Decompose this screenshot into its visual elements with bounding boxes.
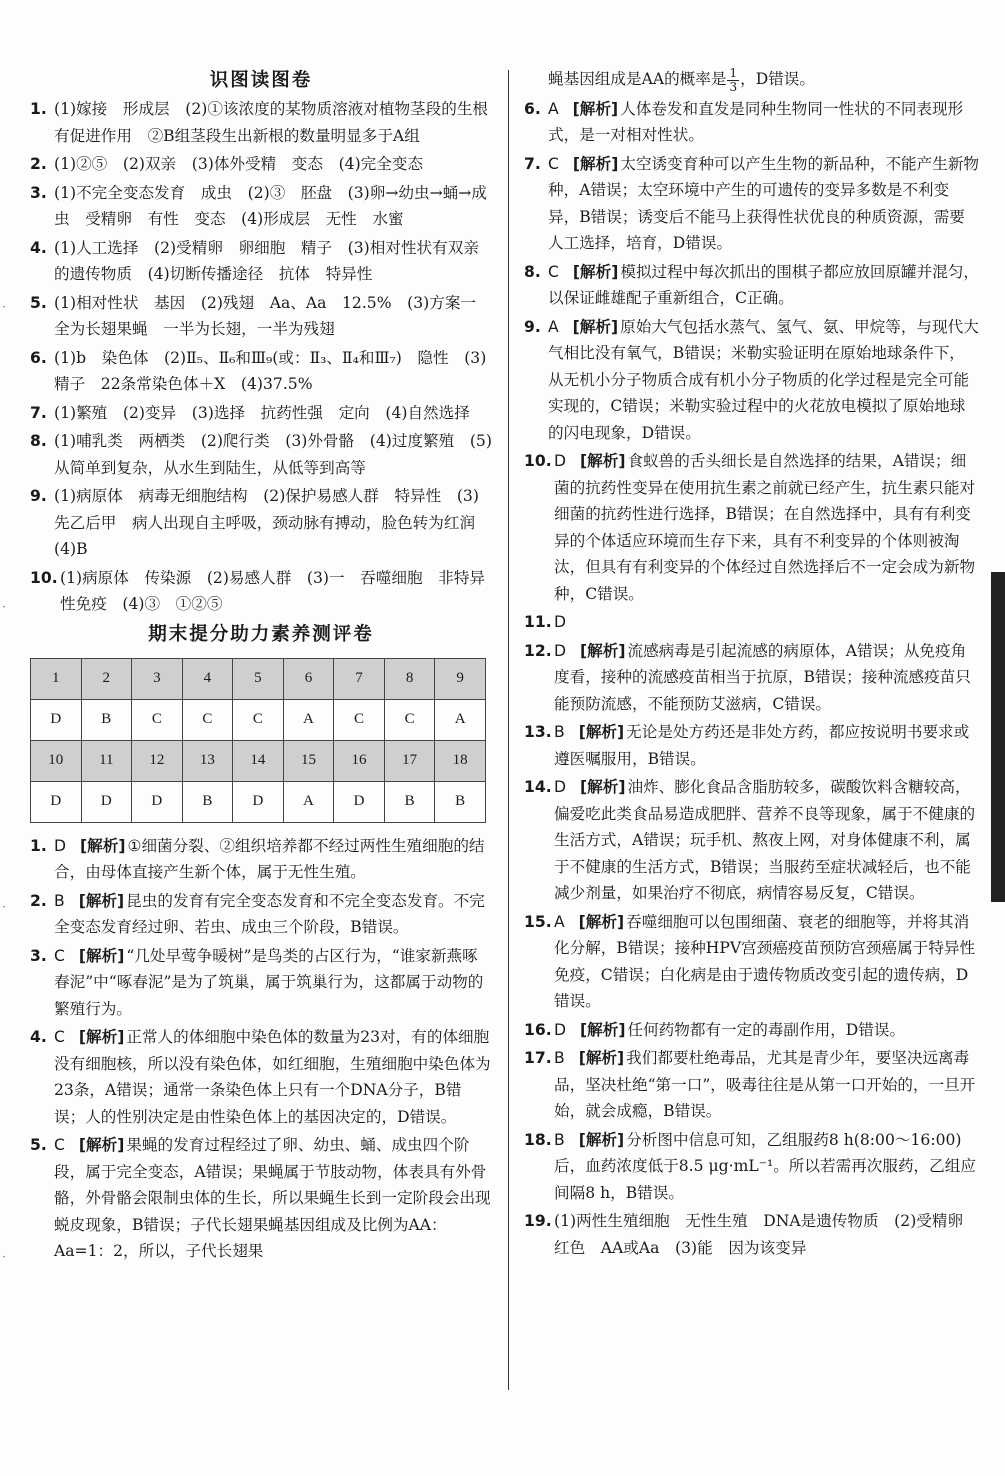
answer-item xyxy=(30,1024,492,1130)
item-number: 4. xyxy=(30,238,47,257)
answer-cell: A xyxy=(435,699,486,740)
right-column xyxy=(524,66,980,1263)
analysis-tag: [解析] xyxy=(578,912,625,931)
answer-choice: A xyxy=(548,317,559,336)
answer-cell: D xyxy=(132,781,183,822)
left-column xyxy=(30,66,492,1267)
question-number-cell: 14 xyxy=(233,740,284,781)
answer-item xyxy=(30,96,492,149)
analysis-tag: [解析] xyxy=(80,836,126,855)
answer-text: 人体卷发和直发是同种生物同一性状的不同表现形式，是一对相对性状。 xyxy=(548,99,964,144)
answer-cell: C xyxy=(182,699,233,740)
item-number: 3. xyxy=(30,183,47,202)
question-number-cell: 13 xyxy=(182,740,233,781)
answer-cell: C xyxy=(384,699,435,740)
question-number-cell: 3 xyxy=(132,658,183,699)
answer-text: 油炸、膨化食品含脂肪较多，碳酸饮料含糖较高，偏爱吃此类食品易造成肥胖、营养不良等现象，属于不健康的生活方式，A错误；玩手机、熬夜上网，对身体健康不利，属于不健康的生活方式，B错误；当服药至症状减轻后，也不能减少剂量，如果治疗不彻底，病情容易反复，C错误。 xyxy=(554,778,976,902)
question-number-cell: 5 xyxy=(233,658,284,699)
item-number: 18. xyxy=(524,1130,552,1149)
analysis-tag: [解析] xyxy=(572,262,619,281)
answer-text: 正常人的体细胞中染色体的数量为23对，有的体细胞没有细胞核，所以没有染色体，如红细胞，生殖细胞中染色体为23条，A错误；通常一条染色体上只有一个DNA分子，B错误；人的性别决定是由性染色体上的基因决定的，D错误。 xyxy=(54,1028,491,1126)
item-number: 11. xyxy=(524,613,552,631)
item-number: 9. xyxy=(30,487,47,505)
analysis-tag: [解析] xyxy=(572,99,619,118)
answer-item xyxy=(30,888,492,941)
answer-choice: C xyxy=(54,1028,65,1046)
answer-item xyxy=(30,428,492,481)
question-number-cell: 7 xyxy=(334,658,385,699)
answer-item xyxy=(524,314,980,447)
question-number-cell: 16 xyxy=(334,740,385,781)
answer-cell: C xyxy=(334,699,385,740)
answer-choice: C xyxy=(54,946,65,965)
answer-choice: A xyxy=(554,912,565,931)
answer-text: (1)不完全变态发育 成虫 (2)③ 胚盘 (3)卵→幼虫→蛹→成虫 受精卵 有性 变态 (4)形成层 无性 水蜜 xyxy=(54,183,487,228)
answer-cell: D xyxy=(31,699,82,740)
question-number-cell: 11 xyxy=(81,740,132,781)
item-number: 14. xyxy=(524,778,552,796)
answer-choice: B xyxy=(554,723,565,741)
answer-cell: D xyxy=(334,781,385,822)
answer-item xyxy=(524,719,980,772)
answer-cell: B xyxy=(81,699,132,740)
question-number-cell: 6 xyxy=(283,658,334,699)
item-number: 16. xyxy=(524,1020,552,1039)
answer-choice: B xyxy=(554,1049,565,1067)
answer-cell: D xyxy=(81,781,132,822)
answer-item xyxy=(524,609,980,636)
item-number: 17. xyxy=(524,1049,552,1067)
answer-item xyxy=(30,400,492,427)
answer-text: 无论是处方药还是非处方药，都应按说明书要求或遵医嘱服用，B错误。 xyxy=(554,723,970,768)
question-number-cell: 10 xyxy=(31,740,82,781)
answer-cell: B xyxy=(182,781,233,822)
answer-text: (1)人工选择 (2)受精卵 卵细胞 精子 (3)相对性状有双亲的遗传物质 (4)切断传播途径 抗体 特异性 xyxy=(54,238,479,283)
continued-text: 蝇基因组成是AA的概率是 xyxy=(548,70,727,88)
answer-choice: D xyxy=(554,778,567,796)
continued-explanation-5 xyxy=(524,66,980,94)
answer-text: 流感病毒是引起流感的病原体，A错误；从免疫角度看，接种的流感疫苗相当于抗原，B错误；接种流感疫苗只能预防流感，不能预防艾滋病，C错误。 xyxy=(554,641,971,713)
continued-text-end: ，D错误。 xyxy=(740,70,815,88)
answer-text: 我们都要杜绝毒品，尤其是青少年，要坚决远离毒品，坚决杜绝“第一口”，吸毒往往是从第一口开始的，一旦开始，就会成瘾，B错误。 xyxy=(554,1049,976,1120)
gutter-mark: · xyxy=(2,600,6,614)
answer-text: 模拟过程中每次抓出的围棋子都应放回原罐并混匀，以保证雌雄配子重新组合，C正确。 xyxy=(548,262,980,307)
answer-item xyxy=(524,151,980,257)
table-row xyxy=(31,781,486,822)
answer-item xyxy=(524,638,980,718)
answer-item xyxy=(524,259,980,312)
item-number: 15. xyxy=(524,912,552,931)
answer-choice: D xyxy=(554,452,567,470)
question-number-cell: 4 xyxy=(182,658,233,699)
section-title-reading-diagrams: 识图读图卷 xyxy=(209,70,313,91)
question-number-cell: 1 xyxy=(31,658,82,699)
answer-item xyxy=(524,1208,980,1261)
gutter-mark: · xyxy=(2,300,6,314)
answer-choice: B xyxy=(54,891,65,910)
answer-choice: D xyxy=(554,1020,567,1039)
answer-item xyxy=(524,1045,980,1125)
page-edge-tab xyxy=(991,572,1005,902)
item-number: 1. xyxy=(30,100,47,118)
answer-choice: C xyxy=(548,154,559,173)
table-row xyxy=(31,699,486,740)
answer-choice: C xyxy=(548,262,559,281)
analysis-tag: [解析] xyxy=(78,1028,125,1046)
question-number-cell: 2 xyxy=(81,658,132,699)
answer-item xyxy=(30,833,492,886)
answer-item xyxy=(524,1127,980,1207)
final-exam-explanations-right xyxy=(524,96,980,1262)
answer-cell: B xyxy=(384,781,435,822)
final-exam-explanations-left xyxy=(30,833,492,1265)
answer-text: 原始大气包括水蒸气、氢气、氨、甲烷等，与现代大气相比没有氧气，B错误；米勒实验证明在原始地球条件下，从无机小分子物质合成有机小分子物质的化学过程是完全可能实现的，C错误；米勒实验过程中的火花放电模拟了原始地球的闪电现象，D错误。 xyxy=(548,317,979,442)
answer-text: (1)两性生殖细胞 无性生殖 DNA是遗传物质 (2)受精卵 红色 AA或Aa (3)能 因为该变异 xyxy=(554,1212,979,1257)
answer-item xyxy=(30,483,492,563)
analysis-tag: [解析] xyxy=(578,1049,625,1067)
item-number: 13. xyxy=(524,723,552,741)
answer-item xyxy=(524,448,980,607)
analysis-tag: [解析] xyxy=(580,641,626,660)
column-divider xyxy=(508,70,509,1390)
answer-item xyxy=(30,290,492,343)
answer-text: (1)病原体 病毒无细胞结构 (2)保护易感人群 特异性 (3)先乙后甲 病人出现自主呼吸，颈动脉有搏动，脸色转为红润 (4)B xyxy=(54,487,491,558)
answer-cell: B xyxy=(435,781,486,822)
answer-text: (1)哺乳类 两栖类 (2)爬行类 (3)外骨骼 (4)过度繁殖 (5)从简单到复杂，从水生到陆生，从低等到高等 xyxy=(54,432,492,477)
analysis-tag: [解析] xyxy=(580,1020,626,1039)
item-number: 10. xyxy=(524,452,552,470)
item-number: 7. xyxy=(524,154,541,173)
item-number: 10. xyxy=(30,568,58,587)
analysis-tag: [解析] xyxy=(78,1136,125,1154)
fraction-one-third: $\frac{1}{3}$ xyxy=(729,65,738,94)
answer-text: 昆虫的发育有完全变态发育和不完全变态发育。不完全变态发育经过卵、若虫、成虫三个阶段，B错误。 xyxy=(54,891,485,936)
answer-text: (1)b 染色体 (2)Ⅱ₅、Ⅱ₆和Ⅲ₉(或：Ⅱ₃、Ⅱ₄和Ⅲ₇) 隐性 (3)精子 22条常染色体＋X (4)37.5% xyxy=(54,348,487,393)
answer-text: 果蝇的发育过程经过了卵、幼虫、蛹、成虫四个阶段，属于完全变态，A错误；果蝇属于节肢动物，体表具有外骨骼，外骨骼会限制虫体的生长，所以果蝇生长到一定阶段会出现蜕皮现象，B错误；子代长翅果蝇基因组成及比例为AA：Aa=1：2，所以，子代长翅果 xyxy=(54,1136,491,1260)
answer-choice: D xyxy=(54,836,67,855)
answer-item xyxy=(524,96,980,149)
answer-cell: C xyxy=(233,699,284,740)
answer-cell: A xyxy=(283,781,334,822)
answer-item xyxy=(30,565,492,618)
reading-diagrams-answers xyxy=(30,96,492,618)
answer-text: 太空诱变育种可以产生生物的新品种，不能产生新物种，A错误；太空环境中产生的可遗传的变异多数是不利变异，B错误；诱变后不能马上获得性状优良的种质资源，需要人工选择，培育，D错误。 xyxy=(548,154,980,252)
question-number-cell: 18 xyxy=(435,740,486,781)
item-number: 8. xyxy=(524,262,541,281)
analysis-tag: [解析] xyxy=(578,1130,625,1149)
item-number: 4. xyxy=(30,1028,47,1046)
answer-text: (1)相对性状 基因 (2)残翅 Aa、Aa 12.5% (3)方案一 全为长翅果蝇 一半为长翅，一半为残翅 xyxy=(54,293,492,338)
analysis-tag: [解析] xyxy=(580,778,626,796)
item-number: 2. xyxy=(30,155,47,173)
answer-choice: B xyxy=(554,1130,565,1149)
answer-text: 分析图中信息可知，乙组服药8 h(8:00～16:00)后，血药浓度低于8.5 μg·mL⁻¹。所以若需再次服药，乙组应间隔8 h，B错误。 xyxy=(554,1130,976,1202)
answer-cell: D xyxy=(31,781,82,822)
answer-cell: A xyxy=(283,699,334,740)
question-number-cell: 12 xyxy=(132,740,183,781)
answer-text: (1)嫁接 形成层 (2)①该浓度的某物质溶液对植物茎段的生根有促进作用 ②B组茎段生出新根的数量明显多于A组 xyxy=(54,100,489,145)
question-number-cell: 9 xyxy=(435,658,486,699)
question-number-cell: 17 xyxy=(384,740,435,781)
answer-text: (1)病原体 传染源 (2)易感人群 (3)一 吞噬细胞 非特异性免疫 (4)③ ①②⑤ xyxy=(60,568,485,613)
item-number: 3. xyxy=(30,946,47,965)
answer-cell: C xyxy=(132,699,183,740)
answer-choice: D xyxy=(554,641,567,660)
analysis-tag: [解析] xyxy=(578,723,625,741)
gutter-mark: · xyxy=(2,1250,6,1264)
answer-text: “几处早莺争暖树”是鸟类的占区行为，“谁家新燕啄春泥”中“啄春泥”是为了筑巢，属于筑巢行为，这都属于动物的繁殖行为。 xyxy=(54,946,484,1018)
answer-item xyxy=(30,1132,492,1265)
answer-table xyxy=(30,658,486,823)
gutter-mark: · xyxy=(2,900,6,914)
answer-item xyxy=(30,943,492,1023)
answer-choice: C xyxy=(54,1136,65,1154)
table-header-row xyxy=(31,740,486,781)
section-title-final-exam: 期末提分助力素养测评卷 xyxy=(148,623,374,645)
answer-item xyxy=(524,909,980,1015)
answer-item xyxy=(30,180,492,233)
answer-text: ①细菌分裂、②组织培养都不经过两性生殖细胞的结合，由母体直接产生新个体，属于无性生殖。 xyxy=(54,836,485,881)
item-number: 9. xyxy=(524,317,541,336)
analysis-tag: [解析] xyxy=(78,946,125,965)
answer-text: 任何药物都有一定的毒副作用，D错误。 xyxy=(627,1020,906,1039)
answer-item xyxy=(30,235,492,288)
item-number: 2. xyxy=(30,891,47,910)
table-header-row xyxy=(31,658,486,699)
answer-text: (1)繁殖 (2)变异 (3)选择 抗药性强 定向 (4)自然选择 xyxy=(54,403,470,422)
answer-item xyxy=(524,774,980,907)
item-number: 19. xyxy=(524,1212,552,1230)
answer-text: 吞噬细胞可以包围细菌、衰老的细胞等，并将其消化分解，B错误；接种HPV宫颈癌疫苗预防宫颈癌属于特异性免疫，C错误；白化病是由于遗传物质改变引起的遗传病，D错误。 xyxy=(554,912,976,1010)
item-number: 1. xyxy=(30,836,47,855)
answer-item xyxy=(30,151,492,178)
question-number-cell: 15 xyxy=(283,740,334,781)
item-number: 7. xyxy=(30,403,47,422)
answer-item xyxy=(524,1017,980,1044)
analysis-tag: [解析] xyxy=(572,154,619,173)
analysis-tag: [解析] xyxy=(78,891,125,910)
item-number: 5. xyxy=(30,1136,47,1154)
answer-text: 食蚁兽的舌头细长是自然选择的结果，A错误；细菌的抗药性变异在使用抗生素之前就已经产生，抗生素只能对细菌的抗药性进行选择，B错误；在自然选择中，具有有利变异的个体适应环境而生存下来，具有不利变异的个体则被淘汰，但具有有利变异的个体经过自然选择后不一定会成为新物种，C错误。 xyxy=(554,452,976,603)
answer-choice: A xyxy=(548,99,559,118)
question-number-cell: 8 xyxy=(384,658,435,699)
item-number: 5. xyxy=(30,293,47,312)
answer-item xyxy=(30,345,492,398)
answer-cell: D xyxy=(233,781,284,822)
analysis-tag: [解析] xyxy=(572,317,619,336)
analysis-tag: [解析] xyxy=(580,452,626,470)
item-number: 8. xyxy=(30,432,47,450)
answer-text: (1)②⑤ (2)双亲 (3)体外受精 变态 (4)完全变态 xyxy=(54,155,424,173)
item-number: 12. xyxy=(524,641,552,660)
item-number: 6. xyxy=(30,348,47,367)
answer-choice: D xyxy=(554,613,567,631)
item-number: 6. xyxy=(524,99,541,118)
